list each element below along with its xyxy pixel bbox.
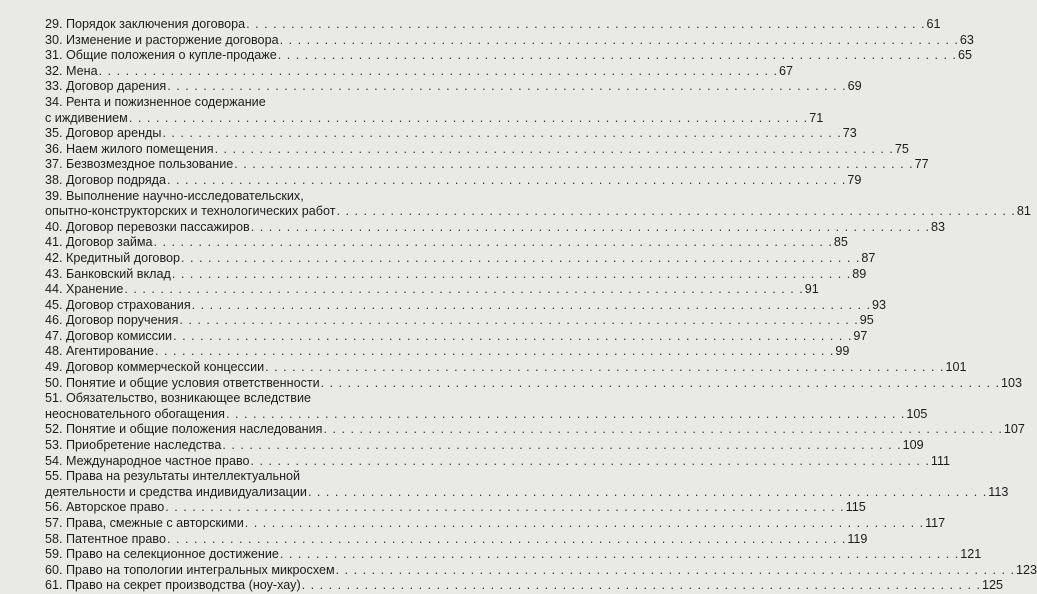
toc-page-number: 99 [835, 344, 850, 359]
toc-entry [45, 282, 819, 298]
toc-entry-row [45, 344, 850, 360]
toc-page-number: 63 [959, 32, 974, 47]
toc-page-number: 71 [809, 110, 824, 125]
toc-entry [45, 422, 1025, 438]
toc-entry [45, 469, 1009, 500]
toc-entry [45, 188, 1031, 220]
toc-entry [45, 32, 974, 49]
toc-entry-row [45, 360, 967, 376]
dot-leader [246, 17, 925, 33]
toc-page-number: 75 [894, 141, 909, 156]
dot-leader [173, 329, 852, 345]
toc-page-number: 97 [853, 328, 868, 343]
toc-entry-title: опытно-конструкторских и технологических работ [45, 204, 336, 219]
dot-leader [234, 157, 913, 173]
toc-entry-row [45, 531, 868, 548]
dot-leader [226, 407, 905, 423]
dot-leader [215, 142, 894, 158]
toc-entry [45, 297, 887, 314]
dot-leader [162, 126, 841, 142]
dot-leader [167, 79, 846, 95]
toc-entry-title: 50. Понятие и общие условия ответственности [45, 375, 320, 390]
toc-entry-title: 55. Права на результаты интеллектуальной [45, 469, 301, 484]
toc-entry-row [45, 438, 924, 454]
toc-entry-title: 31. Общие положения о купле-продаже [45, 48, 277, 63]
toc-entry [45, 500, 866, 516]
dot-leader [124, 282, 803, 298]
toc-page-number: 93 [872, 297, 887, 312]
toc-entry-title: неосновательного обогащения [45, 406, 225, 421]
dot-leader [129, 111, 808, 127]
toc-entry-title: 59. Право на селекционное достижение [45, 547, 279, 562]
toc-entry [45, 578, 1003, 594]
toc-page-number: 121 [960, 547, 982, 562]
dot-leader [302, 578, 981, 594]
toc-list [45, 17, 1037, 594]
toc-page-number: 91 [804, 282, 819, 297]
toc-page-number: 87 [861, 250, 876, 265]
toc-page-number: 67 [778, 63, 793, 78]
toc-page-number: 105 [906, 406, 928, 421]
toc-entry-title: деятельности и средства индивидуализации [45, 484, 307, 499]
toc-entry-row [45, 484, 1009, 501]
toc-entry-title: с иждивением [45, 110, 128, 125]
toc-page-number: 109 [902, 438, 924, 453]
toc-entry-title: 60. Право на топологии интегральных микросхем [45, 562, 335, 577]
toc-page-number: 117 [925, 516, 946, 530]
toc-entry [45, 438, 924, 454]
toc-entry-title: 54. Международное частное право [45, 453, 250, 468]
toc-page-number: 101 [945, 360, 967, 375]
toc-entry [45, 516, 946, 532]
toc-entry [45, 531, 868, 548]
dot-leader [181, 251, 860, 267]
toc-page-number: 103 [1001, 375, 1023, 390]
dot-leader [321, 376, 1000, 392]
toc-entry [45, 344, 850, 360]
dot-leader [167, 532, 846, 548]
dot-leader [222, 438, 901, 454]
toc-entry-row [45, 79, 862, 95]
toc-page-number: 113 [988, 484, 1009, 499]
toc-entry-row [45, 17, 941, 33]
toc-entry [45, 375, 1023, 392]
toc-entry-row [45, 547, 982, 563]
toc-entry [45, 250, 876, 267]
toc-entry [45, 141, 909, 158]
dot-leader [251, 220, 930, 236]
dot-leader [280, 33, 959, 49]
toc-entry-title: 29. Порядок заключения договора [45, 17, 246, 31]
toc-entry-row [45, 235, 848, 251]
toc-entry-row [45, 297, 887, 314]
toc-entry-title: 46. Договор поручения [45, 313, 179, 328]
toc-entry-title: 49. Договор коммерческой концессии [45, 360, 265, 375]
toc-entry-row [45, 313, 874, 329]
dot-leader [155, 344, 834, 360]
toc-entry-title: 35. Договор аренды [45, 126, 162, 141]
toc-entry-title: 45. Договор страхования [45, 297, 191, 312]
toc-entry [45, 126, 857, 142]
toc-entry [45, 219, 946, 236]
toc-entry-row [45, 126, 857, 142]
toc-entry-row [45, 500, 866, 516]
toc-entry-title: 42. Кредитный договор [45, 250, 180, 265]
dot-leader [99, 64, 778, 80]
toc-entry [45, 172, 862, 189]
dot-leader [154, 235, 833, 251]
dot-leader [245, 516, 924, 532]
toc-entry [45, 79, 862, 95]
toc-entry-title: 57. Права, смежные с авторскими [45, 516, 244, 530]
toc-page-number: 119 [847, 531, 868, 546]
toc-entry-row [45, 48, 973, 64]
dot-leader [336, 563, 1015, 579]
dot-leader [308, 485, 987, 501]
toc-entry-row [45, 32, 974, 49]
toc-entry-title: 58. Патентное право [45, 531, 166, 546]
toc-page-number: 69 [847, 79, 862, 94]
toc-page-number: 125 [981, 578, 1003, 593]
dot-leader [172, 267, 851, 283]
toc-entry-title: 38. Договор подряда [45, 172, 166, 187]
toc-entry-row [45, 219, 946, 236]
toc-entry-title: 34. Рента и пожизненное содержание [45, 94, 266, 109]
toc-entry-title: 47. Договор комиссии [45, 328, 173, 343]
toc-page-number: 115 [845, 500, 866, 515]
toc-entry-row [45, 282, 819, 298]
toc-entry [45, 235, 848, 251]
toc-entry [45, 547, 982, 563]
toc-entry [45, 562, 1037, 579]
toc-entry-title: 30. Изменение и расторжение договора [45, 32, 279, 47]
toc-page-number: 95 [859, 313, 874, 328]
toc-entry-row [45, 157, 929, 173]
toc-entry-row [45, 141, 909, 158]
toc-page-number: 83 [931, 219, 946, 234]
toc-entry-row [45, 375, 1023, 392]
toc-entry [45, 313, 874, 329]
toc-entry-title: 43. Банковский вклад [45, 266, 171, 281]
toc-entry [45, 94, 824, 126]
toc-entry-title: 53. Приобретение наследства [45, 438, 222, 453]
toc-page-number: 73 [842, 126, 857, 141]
toc-entry-row [45, 578, 1003, 594]
toc-page-number: 65 [958, 48, 973, 63]
toc-entry-row [45, 172, 862, 189]
toc-page-number: 111 [930, 453, 951, 468]
toc-page-number: 85 [833, 235, 848, 250]
toc-entry-title: 40. Договор перевозки пассажиров [45, 219, 250, 234]
dot-leader [336, 204, 1015, 220]
toc-entry [45, 63, 793, 80]
toc-entry [45, 453, 951, 470]
toc-entry [45, 391, 928, 422]
toc-entry [45, 328, 868, 345]
toc-page-number: 61 [926, 17, 941, 31]
toc-entry [45, 360, 967, 376]
dot-leader [192, 298, 871, 314]
toc-entry-title: 51. Обязательство, возникающее вследствие [45, 391, 311, 406]
toc-entry-row [45, 63, 793, 80]
toc-entry-row [45, 328, 868, 345]
toc-page-number: 89 [852, 266, 867, 281]
toc-page-number: 79 [847, 172, 862, 187]
toc-entry-row [45, 110, 824, 127]
toc-entry-row [45, 266, 867, 283]
toc-page-number: 123 [1016, 562, 1037, 577]
toc-entry-title: 33. Договор дарения [45, 79, 167, 94]
toc-page-number: 107 [1003, 422, 1025, 437]
dot-leader [278, 48, 957, 64]
dot-leader [165, 500, 844, 516]
toc-entry-row [45, 516, 946, 532]
dot-leader [251, 454, 930, 470]
toc-entry-title: 48. Агентирование [45, 344, 155, 359]
toc-entry-title: 44. Хранение [45, 282, 124, 297]
toc-page-number: 81 [1016, 204, 1031, 219]
toc-entry [45, 17, 941, 33]
toc-entry-row [45, 453, 951, 470]
toc-entry-title: 37. Безвозмездное пользование [45, 157, 234, 172]
dot-leader [179, 313, 858, 329]
toc-entry-title: 32. Мена [45, 63, 98, 78]
toc-entry [45, 48, 973, 64]
dot-leader [280, 547, 959, 563]
dot-leader [167, 173, 846, 189]
toc-entry-title: 36. Наем жилого помещения [45, 141, 214, 156]
toc-entry-title: 56. Авторское право [45, 500, 165, 515]
toc-entry-title: 61. Право на секрет производства (ноу-хау) [45, 578, 301, 593]
toc-entry-title: 52. Понятие и общие положения наследования [45, 422, 323, 437]
toc-page-number: 77 [914, 157, 929, 172]
dot-leader [323, 422, 1002, 438]
toc-entry-row [45, 250, 876, 267]
toc-entry [45, 266, 867, 283]
toc-entry-title: 41. Договор займа [45, 235, 153, 250]
dot-leader [265, 360, 944, 376]
toc-entry-row [45, 422, 1025, 438]
toc-entry-row [45, 562, 1037, 579]
toc-entry-title: 39. Выполнение научно-исследовательских, [45, 188, 304, 203]
toc-entry-row [45, 406, 928, 423]
toc-entry-row [45, 204, 1031, 220]
toc-entry [45, 157, 929, 173]
